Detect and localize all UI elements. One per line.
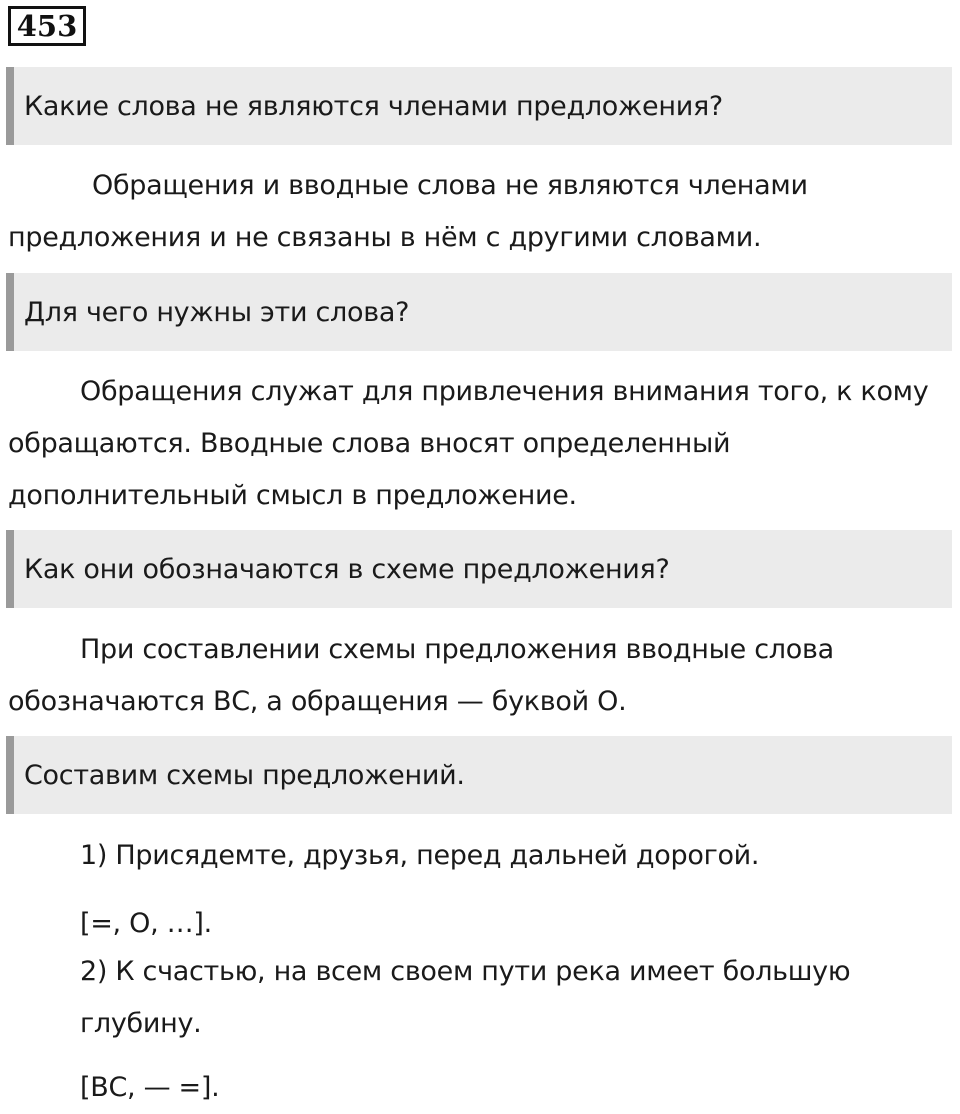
- answer-3: При составлении схемы предложения вводные слова обозначаются ВС, а обращения — буквой О.: [8, 634, 834, 717]
- question-2: Для чего нужны эти слова?: [6, 273, 952, 351]
- task-number: 453: [8, 6, 86, 46]
- sentence-2-scheme: [ВС, — =].: [80, 1072, 220, 1103]
- question-3: Как они обозначаются в схеме предложения?: [6, 530, 952, 608]
- sentence-1: 1) Присядемте, друзья, перед дальней дорогой.: [80, 840, 760, 871]
- question-1: Какие слова не являются членами предложения?: [6, 67, 952, 145]
- answer-1: Обращения и вводные слова не являются членами предложения и не связаны в нём с другими словами.: [8, 170, 808, 253]
- sentence-2: 2) К счастью, на всем своем пути река имеет большую глубину.: [80, 956, 851, 1039]
- sentence-1-scheme: [=, О, …].: [80, 908, 212, 939]
- question-4: Составим схемы предложений.: [6, 736, 952, 814]
- answer-2: Обращения служат для привлечения внимания того, к кому обращаются. Вводные слова вносят определенный дополнительный смысл в предложение.: [8, 376, 929, 511]
